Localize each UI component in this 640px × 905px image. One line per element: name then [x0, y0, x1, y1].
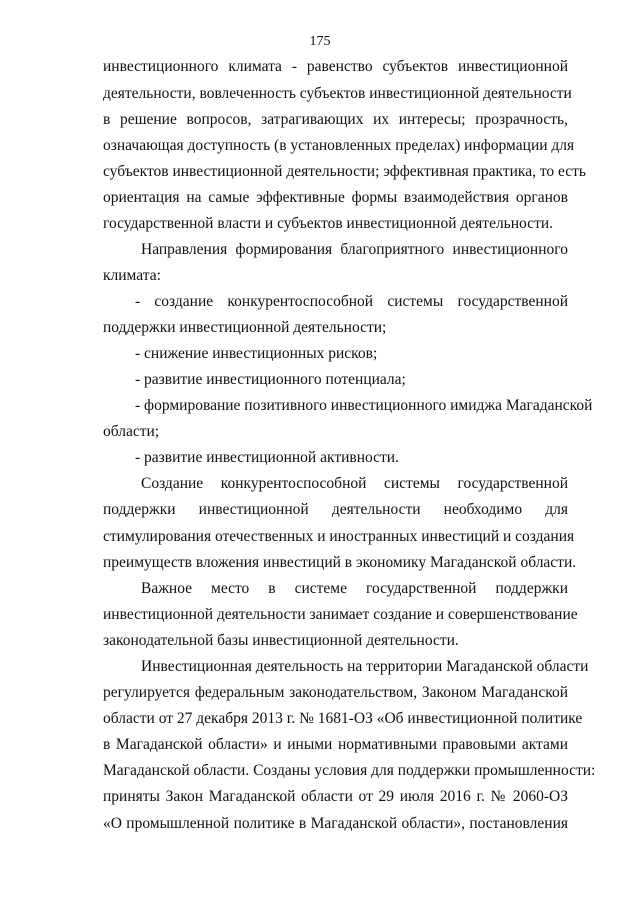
text-line: преимуществ вложения инвестиций в экономику Магаданской области. — [103, 554, 577, 571]
text-line: означающая доступность (в установленных пределах) информации для — [103, 137, 575, 154]
paragraph-first-line: Создание конкурентоспособной системы государственной — [141, 475, 568, 492]
list-item: - развитие инвестиционного потенциала; — [135, 371, 406, 388]
text-line: инвестиционной деятельности занимает создание и совершенствование — [103, 606, 578, 623]
text-line: деятельности, вовлеченность субъектов инвестиционной деятельности — [103, 85, 572, 102]
list-item: - формирование позитивного инвестиционного имиджа Магаданской — [135, 397, 593, 414]
text-line: законодательной базы инвестиционной деятельности. — [103, 632, 459, 649]
paragraph-first-line: Направления формирования благоприятного инвестиционного — [141, 241, 568, 258]
text-line: области; — [103, 423, 160, 440]
text-line: субъектов инвестиционной деятельности; эффективная практика, то есть — [103, 163, 587, 180]
text-line: поддержки инвестиционной деятельности необходимо для — [103, 501, 568, 518]
paragraph-first-line: Инвестиционная деятельность на территории Магаданской области — [141, 658, 589, 675]
text-line: области от 27 декабря 2013 г. № 1681-ОЗ «Об инвестиционной политике — [103, 710, 583, 727]
text-line: стимулирования отечественных и иностранных инвестиций и создания — [103, 528, 575, 545]
list-item: - развитие инвестиционной активности. — [135, 449, 399, 466]
list-item: - создание конкурентоспособной системы государственной — [135, 293, 568, 310]
text-line: Магаданской области. Созданы условия для поддержки промышленности: — [103, 762, 596, 779]
paragraph-first-line: Важное место в системе государственной поддержки — [141, 580, 568, 597]
text-line: поддержки инвестиционной деятельности; — [103, 319, 387, 336]
page-number: 175 — [309, 34, 331, 49]
text-line: приняты Закон Магаданской области от 29 июля 2016 г. № 2060-ОЗ — [103, 788, 568, 805]
text-line: государственной власти и субъектов инвестиционной деятельности. — [103, 215, 554, 232]
text-line: регулируется федеральным законодательством, Законом Магаданской — [103, 684, 568, 701]
text-line: климата: — [103, 267, 161, 284]
list-item: - снижение инвестиционных рисков; — [135, 345, 378, 362]
text-line: инвестиционного климата - равенство субъектов инвестиционной — [103, 58, 568, 75]
text-line: в Магаданской области» и иными нормативными правовыми актами — [103, 736, 568, 753]
text-line: «О промышленной политике в Магаданской области», постановления — [103, 815, 568, 832]
text-line: ориентация на самые эффективные формы взаимодействия органов — [103, 189, 568, 206]
text-line: в решение вопросов, затрагивающих их интересы; прозрачность, — [103, 111, 568, 128]
